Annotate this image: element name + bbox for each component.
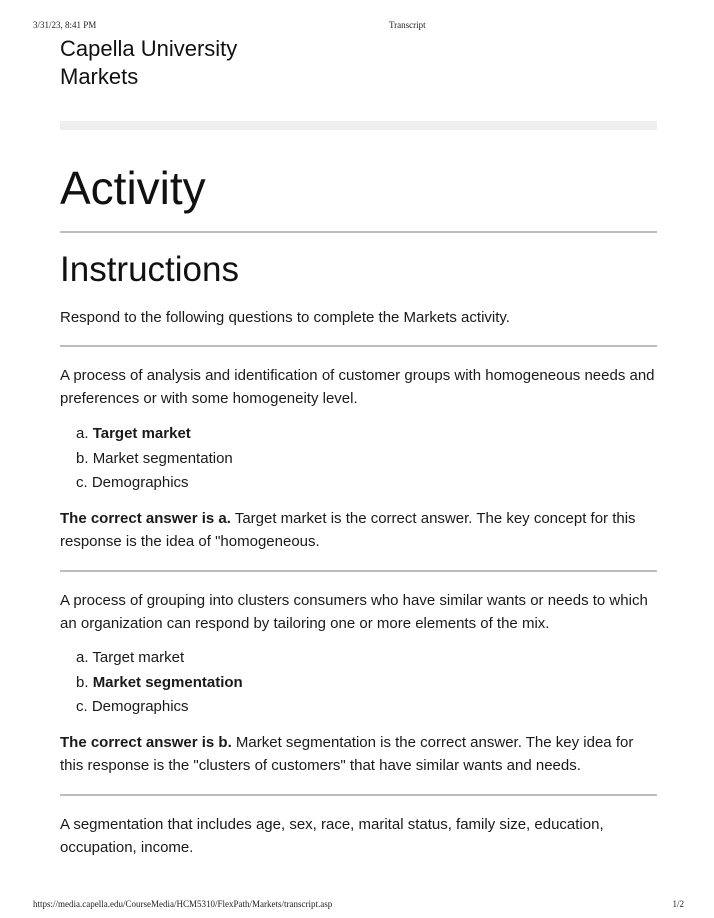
answer-lead: The correct answer is a. <box>60 510 231 527</box>
site-title-course: Markets <box>60 64 139 89</box>
instructions-text: Respond to the following questions to complete the Markets activity. <box>60 309 510 326</box>
question-1-prompt: A process of analysis and identification of customer groups with homogeneous needs and preferences or with some homogeneity level. <box>60 367 655 407</box>
option-text: Market segmentation <box>92 449 233 467</box>
question-1-options <box>76 422 233 496</box>
section-divider <box>60 345 657 347</box>
header-divider-bar <box>60 121 657 130</box>
option-letter: b. <box>76 673 89 691</box>
option-text: Target market <box>92 425 191 442</box>
option-letter: b. <box>76 449 89 467</box>
print-page-number: 1/2 <box>672 899 684 909</box>
question-1-option-c <box>76 471 233 496</box>
question-2-prompt: A process of grouping into clusters consumers who have similar wants or needs to which an organization can respond by tailoring one or more elements of the mix. <box>60 592 648 632</box>
print-title: Transcript <box>389 20 426 30</box>
question-2-option-a <box>76 646 243 671</box>
question-2-answer <box>60 731 657 777</box>
question-1-answer <box>60 507 657 553</box>
answer-text: Target market is the correct answer. The key concept for this response is the idea of "homogeneous. <box>60 510 636 550</box>
question-3-prompt: A segmentation that includes age, sex, race, marital status, family size, education, occupation, income. <box>60 816 604 856</box>
site-title-university: Capella University <box>60 36 238 61</box>
section-divider <box>60 570 657 572</box>
question-1-option-b <box>76 447 233 472</box>
option-letter: c. <box>76 698 88 715</box>
option-letter: a. <box>76 425 89 442</box>
option-text: Demographics <box>91 474 189 491</box>
question-1-option-a <box>76 422 233 447</box>
site-title <box>60 35 237 91</box>
option-text: Market segmentation <box>92 673 243 691</box>
answer-text: Market segmentation is the correct answer. The key idea for this response is the "clusters of customers" that have similar wants and needs. <box>60 734 634 774</box>
answer-lead: The correct answer is b. <box>60 734 232 751</box>
instructions-heading: Instructions <box>60 250 239 289</box>
print-datetime: 3/31/23, 8:41 PM <box>33 20 97 30</box>
print-url: https://media.capella.edu/CourseMedia/HCM5310/FlexPath/Markets/transcript.asp <box>33 899 333 909</box>
section-divider <box>60 794 657 796</box>
activity-heading: Activity <box>60 162 206 214</box>
question-2-option-c <box>76 695 243 720</box>
question-2-options <box>76 646 243 720</box>
option-letter: c. <box>76 474 88 491</box>
option-letter: a. <box>76 649 89 666</box>
option-text: Target market <box>92 649 185 666</box>
section-divider <box>60 231 657 233</box>
question-2-option-b <box>76 671 243 696</box>
option-text: Demographics <box>91 698 189 715</box>
